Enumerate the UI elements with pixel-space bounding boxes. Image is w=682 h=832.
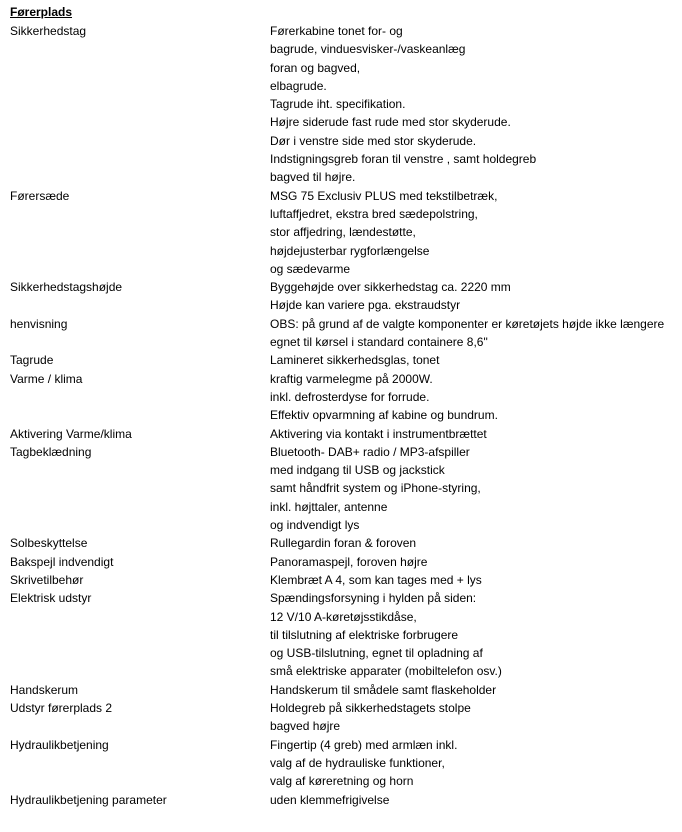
spec-values xyxy=(270,370,680,425)
spec-values xyxy=(270,791,680,809)
spec-values xyxy=(270,443,680,534)
spec-values xyxy=(270,22,680,187)
spec-value-line: Handskerum til smådele samt flaskeholder xyxy=(270,682,497,697)
spec-value-line: Rullegardin foran & foroven xyxy=(270,536,417,551)
spec-values xyxy=(270,553,680,571)
spec-value-line: små elektriske apparater (mobiltelefon osv.) xyxy=(270,664,502,679)
spec-value-line: uden klemmefrigivelse xyxy=(270,792,390,807)
spec-label: Sikkerhedstag xyxy=(10,24,87,38)
spec-values xyxy=(270,736,680,791)
spec-value-line: Indstigningsgreb foran til venstre , samt holdegreb xyxy=(270,152,537,167)
spec-value-line: kraftig varmelegme på 2000W. xyxy=(270,371,433,386)
spec-value-line: inkl. defrosterdyse for forrude. xyxy=(270,389,430,404)
spec-value-line: Klembræt A 4, som kan tages med + lys xyxy=(270,573,482,587)
section-title: Førerplads xyxy=(10,5,73,19)
spec-value-line: Førerkabine tonet for- og xyxy=(270,24,403,38)
spec-value-line: valg af de hydrauliske funktioner, xyxy=(270,755,445,770)
spec-label: Tagrude xyxy=(10,353,54,368)
spec-value-line: til tilslutning af elektriske forbrugere xyxy=(270,627,459,642)
spec-values xyxy=(270,278,680,315)
spec-value-line: samt håndfrit system og iPhone-styring, xyxy=(270,481,481,496)
spec-values xyxy=(270,534,680,552)
spec-label: Førersæde xyxy=(10,188,70,203)
spec-label: Handskerum xyxy=(10,682,79,697)
spec-label: Bakspejl indvendigt xyxy=(10,554,114,569)
spec-label: Elektrisk udstyr xyxy=(10,591,92,606)
spec-value-line: Dør i venstre side med stor skyderude. xyxy=(270,133,477,148)
spec-label: Sikkerhedstagshøjde xyxy=(10,280,123,295)
spec-value-line: Lamineret sikkerhedsglas, tonet xyxy=(270,353,440,368)
spec-value-line: Aktivering via kontakt i instrumentbrættet xyxy=(270,426,487,441)
spec-values xyxy=(270,425,680,443)
spec-value-line: og sædevarme xyxy=(270,261,351,276)
spec-value-line: Højre siderude fast rude med stor skyderude. xyxy=(270,115,511,130)
spec-value-line: luftaffjedret, ekstra bred sædepolstring, xyxy=(270,206,478,221)
spec-value-line: med indgang til USB og jackstick xyxy=(270,463,445,478)
spec-value-line: Fingertip (4 greb) med armlæn inkl. xyxy=(270,737,458,752)
spec-value-line: og USB-tilslutning, egnet til opladning af xyxy=(270,646,483,661)
spec-value-line: OBS: på grund af de valgte komponenter er køretøjets højde ikke længere xyxy=(270,316,665,331)
spec-value-line: og indvendigt lys xyxy=(270,518,360,533)
spec-value-line: Højde kan variere pga. ekstraudstyr xyxy=(270,298,461,313)
spec-label: Hydraulikbetjening parameter xyxy=(10,792,167,807)
spec-label: Tagbeklædning xyxy=(10,444,92,459)
spec-value-line: 12 V/10 A-køretøjsstikdåse, xyxy=(270,609,417,624)
spec-value-line: Tagrude iht. specifikation. xyxy=(270,97,406,112)
spec-value-line: stor affjedring, lændestøtte, xyxy=(270,225,416,240)
spec-value-line: Spændingsforsyning i hylden på siden: xyxy=(270,591,477,606)
spec-value-line: MSG 75 Exclusiv PLUS med tekstilbetræk, xyxy=(270,188,498,203)
spec-value-line: valg af køreretning og horn xyxy=(270,774,414,789)
spec-value-line: Bluetooth- DAB+ radio / MP3-afspiller xyxy=(270,444,470,459)
spec-value-line: Holdegreb på sikkerhedstagets stolpe xyxy=(270,701,471,716)
spec-label: Udstyr førerplads 2 xyxy=(10,701,113,716)
spec-label: Skrivetilbehør xyxy=(10,573,84,587)
spec-value-line: Effektiv opvarmning af kabine og bundrum. xyxy=(270,408,498,423)
spec-value-line: højdejusterbar rygforlængelse xyxy=(270,243,430,258)
spec-value-line: Panoramaspejl, foroven højre xyxy=(270,554,428,569)
spec-value-line: inkl. højttaler, antenne xyxy=(270,499,388,514)
spec-label: Varme / klima xyxy=(10,371,83,386)
spec-value-line: egnet til kørsel i standard containere 8,6" xyxy=(270,335,488,350)
spec-label: Solbeskyttelse xyxy=(10,536,88,551)
spec-value-line: bagrude, vinduesvisker-/vaskeanlæg xyxy=(270,42,466,57)
spec-values xyxy=(270,187,680,278)
spec-value-line: Byggehøjde over sikkerhedstag ca. 2220 mm xyxy=(270,280,511,295)
spec-value-line: bagved til højre. xyxy=(270,170,356,185)
spec-value-line: elbagrude. xyxy=(270,78,327,93)
spec-label: Hydraulikbetjening xyxy=(10,737,109,752)
spec-value-line: bagved højre xyxy=(270,719,341,734)
spec-label: Aktivering Varme/klima xyxy=(10,426,132,441)
spec-values xyxy=(270,351,680,369)
spec-value-line: foran og bagved, xyxy=(270,60,361,75)
spec-label: henvisning xyxy=(10,316,68,331)
spec-values xyxy=(270,681,680,699)
spec-values xyxy=(270,589,680,680)
spec-values xyxy=(270,699,680,736)
spec-values xyxy=(270,315,680,352)
spec-values xyxy=(270,571,680,589)
